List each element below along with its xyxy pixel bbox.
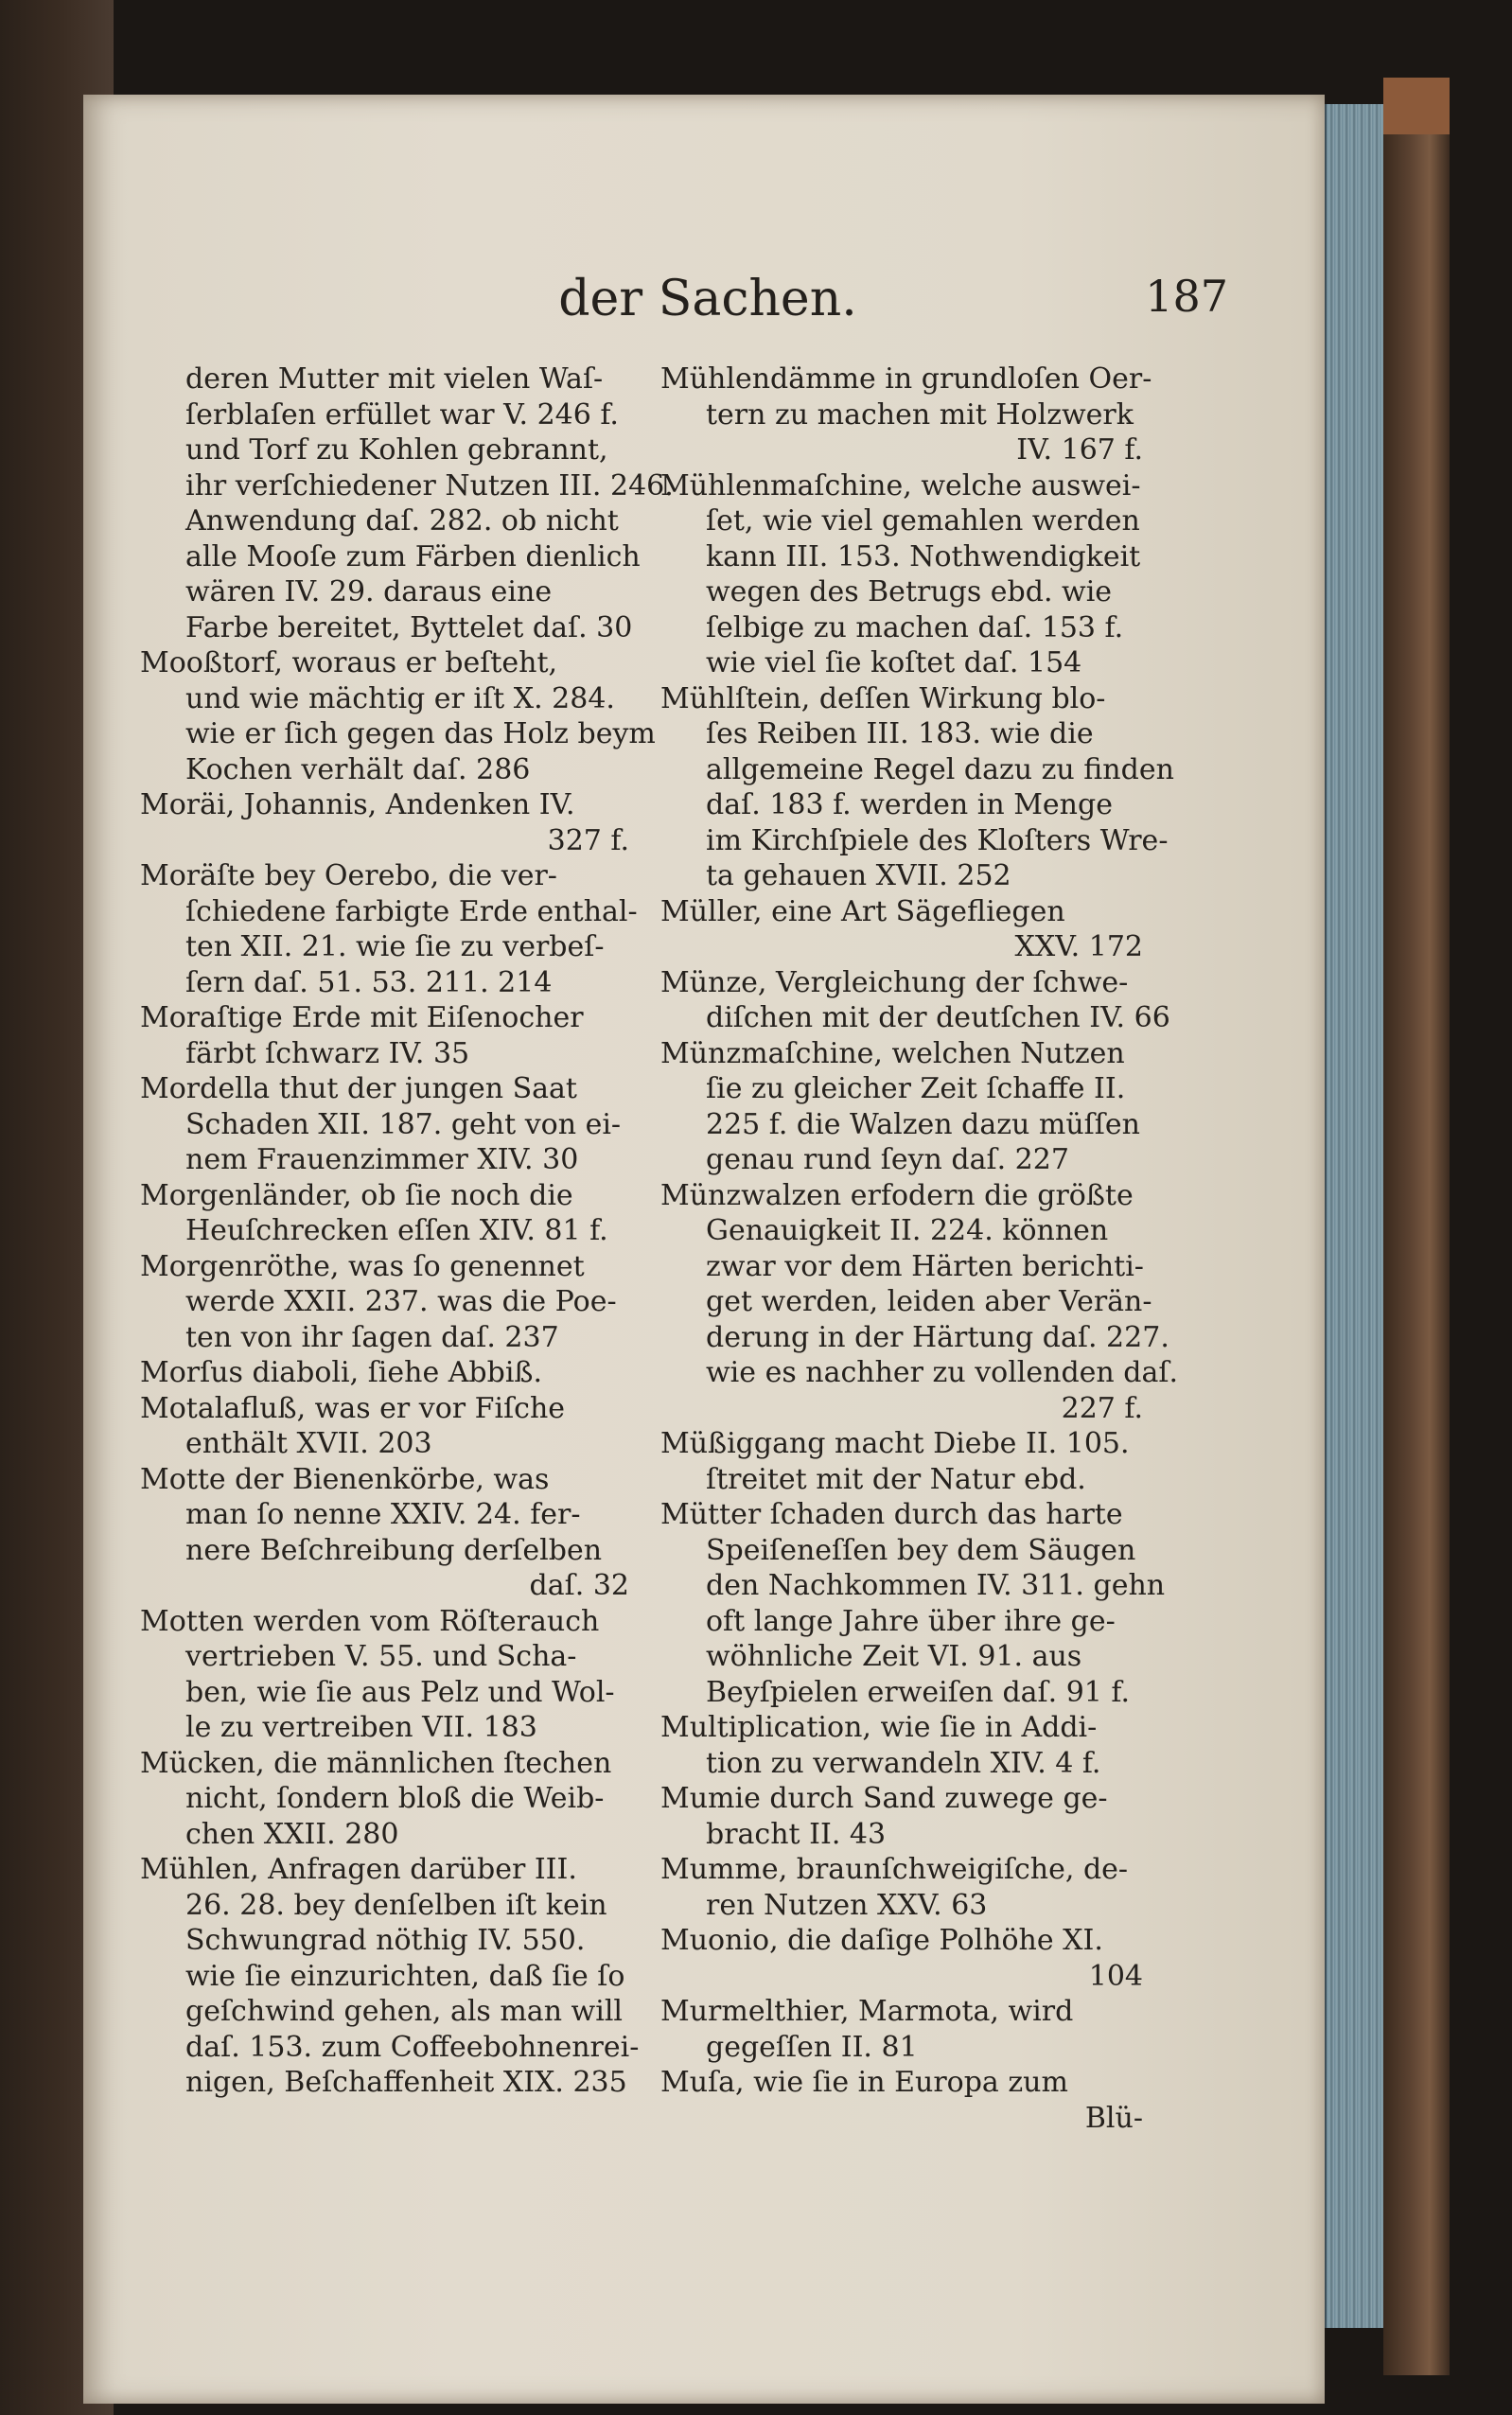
index-entry-line: 104 [1088,1959,1143,1993]
index-entry-heading: Mumme, braunſchweigiſche, de- [660,1853,1129,1886]
index-entry-line: get werden, leiden aber Verän- [706,1285,1152,1318]
index-entry-line: wären IV. 29. daraus eine [185,575,553,608]
index-entry-heading: Mütter ſchaden durch das harte [660,1498,1123,1531]
index-entry-heading: Münzmaſchine, welchen Nutzen [660,1036,1125,1070]
index-entry-line: Anwendung daſ. 282. ob nicht [185,504,619,538]
index-entry-line: daſ. 32 [529,1569,629,1602]
page-header [83,265,1325,341]
index-entry-line: ſie zu gleicher Zeit ſchaffe II. [706,1072,1126,1105]
index-entry-line: ten XII. 21. wie ſie zu verbeſ- [185,930,605,963]
index-entry-line: wie ſie einzurichten, daß ſie ſo [185,1959,625,1993]
index-entry-line: tern zu machen mit Holzwerk [706,397,1134,432]
index-entry-line: Heuſchrecken eſſen XIV. 81 f. [185,1214,608,1247]
index-entry-heading: Mühlenmaſchine, welche auswei- [660,468,1141,502]
index-entry-line: Farbe bereitet, Byttelet daſ. 30 [185,610,633,644]
index-entry-heading: Mühlendämme in grundloſen Oer- [660,362,1152,396]
index-entry-line: bracht II. 43 [706,1817,887,1851]
index-entry-line: Schwungrad nöthig IV. 550. [185,1924,586,1957]
index-entry-line: vertrieben V. 55. und Scha- [185,1640,577,1673]
index-entry-line: genau rund ſeyn daſ. 227 [706,1143,1069,1176]
index-entry-line: 225 f. die Walzen dazu müſſen [706,1107,1140,1141]
index-column-right [653,361,1179,2136]
index-entry-line: ren Nutzen XXV. 63 [706,1888,988,1922]
index-entry-line: wöhnliche Zeit VI. 91. aus [706,1640,1082,1673]
index-entry-line: nere Beſchreibung derſelben [185,1533,603,1567]
index-entry-line: Beyſpielen erweiſen daſ. 91 f. [706,1675,1130,1709]
index-entry-line: 26. 28. bey denſelben iſt kein [185,1888,607,1922]
index-entry-line: ſern daſ. 51. 53. 211. 214 [185,965,553,999]
index-entry-heading: Mumie durch Sand zuwege ge- [660,1782,1108,1815]
index-entry-line: nem Frauenzimmer XIV. 30 [185,1143,579,1176]
index-entry-line: Genauigkeit II. 224. können [706,1214,1109,1247]
index-entry-heading: Murmelthier, Marmota, wird [660,1995,1074,2028]
index-entry-heading: Mordella thut der jungen Saat [140,1072,577,1105]
index-entry-line: wegen des Betrugs ebd. wie [706,575,1113,608]
index-entry-line: oft lange Jahre über ihre ge- [706,1604,1116,1638]
index-entry-heading: Motalafluß, was er vor Fiſche [140,1391,566,1425]
index-entry-line: wie viel ſie koſtet daſ. 154 [706,646,1082,679]
index-entry-heading: Morgenröthe, was ſo genennet [140,1249,585,1283]
index-entry-line: zwar vor dem Härten berichti- [706,1249,1144,1283]
index-entry-heading: Mühlſtein, deſſen Wirkung blo- [660,681,1106,715]
index-entry-heading: Münze, Vergleichung der ſchwe- [660,965,1129,999]
index-entry-line: ſtreitet mit der Natur ebd. [706,1462,1086,1496]
index-entry-heading: Müßiggang macht Diebe II. 105. [660,1427,1130,1460]
running-title: der Sachen. [558,271,857,327]
index-entry-heading: Muſa, wie ſie in Europa zum [660,2066,1068,2099]
index-entry-line: ten von ihr ſagen daſ. 237 [185,1320,559,1354]
index-entry-line: chen XXII. 280 [185,1817,399,1851]
index-entry-heading: Morſus diaboli, ſiehe Abbiß. [140,1356,542,1389]
index-entry-line: kann III. 153. Nothwendigkeit [706,539,1141,573]
index-entry-heading: Motte der Bienenkörbe, was [140,1462,550,1496]
index-entry-line: 327 f. [547,823,629,857]
index-entry-line: Speiſeneſſen bey dem Säugen [706,1533,1136,1567]
index-entry-line: ſerblaſen erfüllet war V. 246 f. [185,397,619,432]
index-entry-heading: Mooßtorf, woraus er beſteht, [140,646,558,679]
index-entry-line: alle Mooſe zum Färben dienlich [185,539,641,573]
cover-corner [1383,78,1450,134]
book-cover-right [1383,85,1450,2375]
index-entry-line: IV. 167 f. [1016,433,1143,467]
index-entry-line: wie er ſich gegen das Holz beym [185,717,656,750]
index-entry-heading: Müller, eine Art Sägefliegen [660,894,1065,928]
index-entry-heading: Moräſte bey Oerebo, die ver- [140,859,557,892]
index-entry-line: wie es nachher zu vollenden daſ. [706,1356,1179,1389]
page-number: 187 [1145,271,1228,322]
index-entry-line: le zu vertreiben VII. 183 [185,1711,537,1744]
index-entry-line: ſet, wie viel gemahlen werden [706,504,1140,538]
index-entry-line: allgemeine Regel dazu zu finden [706,752,1174,786]
index-entry-heading: Mühlen, Anfragen darüber III. [140,1853,577,1886]
index-entry-line: Schaden XII. 187. geht von ei- [185,1107,622,1141]
index-entry-line: 227 f. [1061,1391,1143,1425]
index-entry-heading: Multiplication, wie ſie in Addi- [660,1711,1098,1744]
index-entry-line: ta gehauen XVII. 252 [706,859,1011,892]
index-entry-line: den Nachkommen IV. 311. gehn [706,1569,1166,1602]
index-entry-line: und wie mächtig er iſt X. 284. [185,681,615,715]
index-entry-line: tion zu verwandeln XIV. 4 f. [706,1746,1101,1780]
index-entry-line: gegeſſen II. 81 [706,2030,918,2064]
index-entry-line: ben, wie ſie aus Pelz und Wol- [185,1675,615,1709]
index-entry-line: nicht, ſondern bloß die Weib- [185,1782,605,1815]
index-entry-heading: Muonio, die daſige Polhöhe XI. [660,1924,1103,1957]
index-entry-heading: Moraſtige Erde mit Eiſenocher [140,1001,584,1034]
index-entry-line: enthält XVII. 203 [185,1427,432,1460]
index-entry-line: man ſo nenne XXIV. 24. fer- [185,1498,581,1531]
index-entry-heading: Morgenländer, ob ſie noch die [140,1178,573,1212]
index-entry-heading: Moräi, Johannis, Andenken IV. [140,788,575,821]
page-edges [1325,104,1385,2328]
index-entry-line: ſelbige zu machen daſ. 153 f. [706,610,1124,644]
index-entry-line: im Kirchſpiele des Kloſters Wre- [706,823,1169,857]
index-entry-line: diſchen mit der deutſchen IV. 66 [706,1001,1170,1034]
index-entry-line: Kochen verhält daſ. 286 [185,752,531,786]
index-entry-line: geſchwind gehen, als man will [185,1995,624,2028]
index-entry-line: deren Mutter mit vielen Waſ- [185,362,604,396]
index-entry-line: färbt ſchwarz IV. 35 [185,1036,470,1070]
index-entry-heading: Motten werden vom Röſterauch [140,1604,600,1638]
index-entry-line: und Torf zu Kohlen gebrannt, [185,433,608,467]
index-entry-line: derung in der Härtung daſ. 227. [706,1320,1169,1354]
index-entry-line: werde XXII. 237. was die Poe- [185,1285,617,1318]
index-entry-line: ſes Reiben III. 183. wie die [706,717,1094,750]
index-entry-line: ihr verſchiedener Nutzen III. 246. [185,468,674,502]
index-entry-line: nigen, Beſchaffenheit XIX. 235 [185,2066,627,2099]
index-entry-line: XXV. 172 [1014,930,1143,963]
index-column-left [132,361,674,2101]
index-entry-heading: Münzwalzen erfodern die größte [660,1178,1134,1212]
index-entry-line: Blü- [1084,2101,1143,2135]
index-entry-line: daſ. 183 f. werden in Menge [706,788,1113,821]
index-entry-line: ſchiedene farbigte Erde enthal- [185,894,638,928]
index-entry-heading: Mücken, die männlichen ſtechen [140,1746,612,1780]
index-entry-line: daſ. 153. zum Coffeebohnenrei- [185,2030,640,2064]
